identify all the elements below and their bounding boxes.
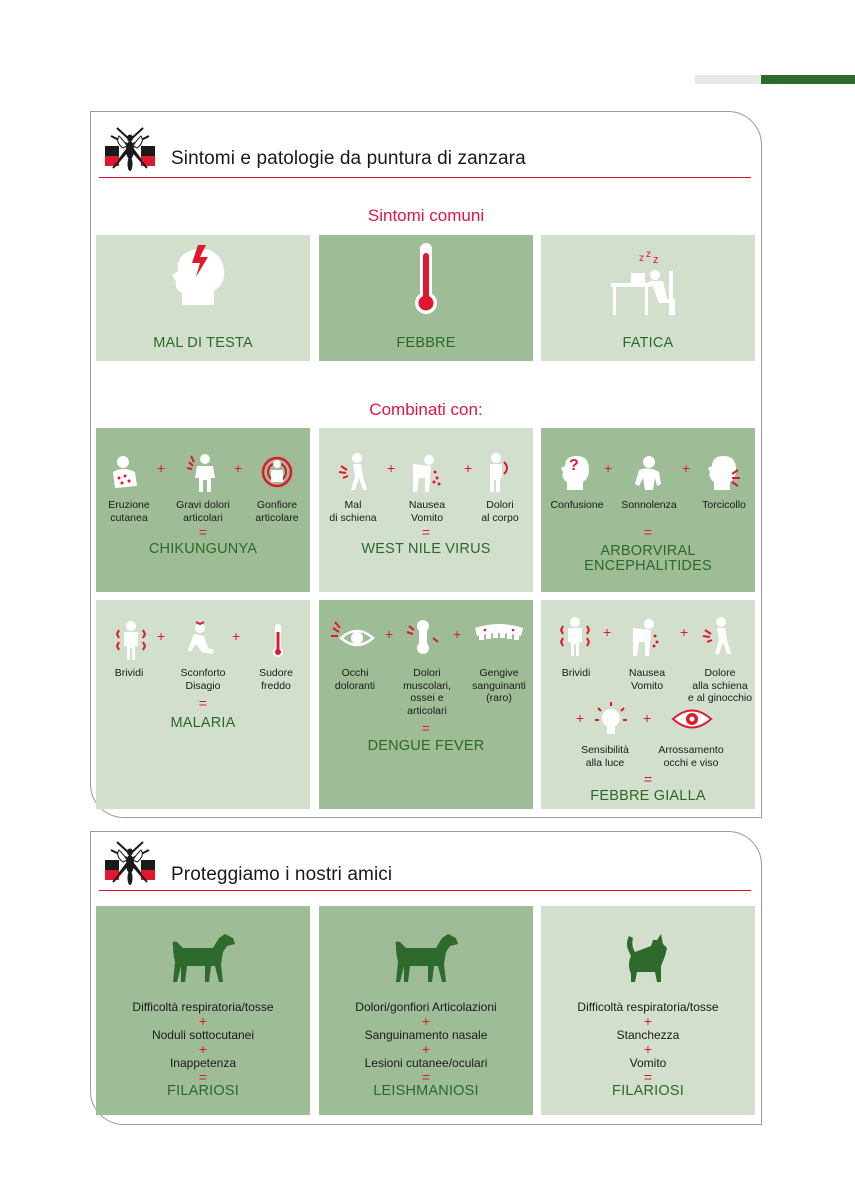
light-sensitivity-icon <box>593 700 629 740</box>
bleeding-gums-icon <box>473 618 525 658</box>
common-label-fatigue: FATICA <box>622 335 674 351</box>
equals-sign: = <box>643 771 653 787</box>
cat-icon <box>621 930 675 984</box>
top-accent-dark <box>761 75 855 84</box>
sore-eyes-icon <box>331 618 377 658</box>
symptom-label: Arrossamento occhi e viso <box>658 744 724 769</box>
dog-icon <box>169 930 237 984</box>
plus-sign: + <box>603 624 612 640</box>
pets-header <box>99 840 751 891</box>
equals-sign: = <box>421 524 431 540</box>
bone-pain-icon <box>405 618 441 658</box>
symptom-label: Brividi <box>561 667 591 679</box>
symptom-label: Nausea Vomito <box>628 667 666 692</box>
symptom-label: Sudore freddo <box>259 667 293 692</box>
pet-symptom: Difficoltà respiratoria/tosse <box>132 1000 274 1014</box>
pet-disease-filariosi: FILARIOSI <box>167 1083 239 1099</box>
nausea-icon <box>409 452 445 492</box>
symptom-label: Dolori muscolari, ossei e articolari <box>403 667 451 717</box>
symptom-label: Mal di schiena <box>329 499 377 524</box>
pets-panel <box>90 831 762 1125</box>
pet-symptom: Stanchezza <box>616 1028 680 1042</box>
combo-card-yellow-fever <box>541 600 755 809</box>
symptoms-title: Sintomi e patologie da puntura di zanzara <box>171 148 526 169</box>
disease-west-nile: WEST NILE VIRUS <box>361 541 491 557</box>
symptom-label: Eruzione cutanea <box>108 499 150 524</box>
plus-sign: + <box>680 624 689 640</box>
fatigue-icon <box>609 247 687 317</box>
combined-title: Combinati con: <box>369 400 483 419</box>
plus-sign: + <box>387 460 396 476</box>
red-eye-icon <box>669 704 715 734</box>
plus-sign: + <box>604 460 613 476</box>
plus-sign: + <box>157 628 166 644</box>
mosquito-logo-icon <box>105 840 155 886</box>
pet-symptom: Inappetenza <box>169 1056 237 1070</box>
plus-sign: + <box>453 626 462 642</box>
chills-icon <box>557 616 593 656</box>
svg-text:z: z <box>639 253 644 264</box>
plus-sign: + <box>234 460 243 476</box>
stiff-neck-icon <box>706 452 742 492</box>
cold-sweat-icon <box>260 620 296 660</box>
combo-card-malaria <box>96 600 310 809</box>
combo-card-dengue <box>319 600 533 809</box>
back-pain-icon <box>337 452 373 492</box>
svg-text:z: z <box>646 249 651 260</box>
symptoms-header <box>99 126 751 178</box>
nausea-icon <box>629 616 665 656</box>
common-label-fever: FEBBRE <box>396 335 456 351</box>
common-card-fatigue <box>541 235 755 361</box>
combo-card-chikungunya <box>96 428 310 592</box>
pets-title: Proteggiamo i nostri amici <box>171 864 393 885</box>
common-label-headache: MAL DI TESTA <box>153 335 253 351</box>
sleepiness-icon <box>631 452 667 492</box>
common-symptoms-title: Sintomi comuni <box>367 206 485 225</box>
top-accent-bar <box>695 75 855 84</box>
body-pain-icon <box>480 452 516 492</box>
back-knee-pain-icon <box>701 616 737 656</box>
symptom-label: Dolore alla schiena e al ginocchio <box>687 667 753 704</box>
equals-sign: = <box>198 524 208 540</box>
plus-sign: + <box>157 460 166 476</box>
headache-icon <box>168 243 238 315</box>
plus-sign: + <box>421 1041 431 1057</box>
confusion-icon <box>559 452 595 492</box>
svg-text:z: z <box>653 254 659 266</box>
combo-card-west-nile <box>319 428 533 592</box>
equals-sign: = <box>643 524 653 540</box>
plus-sign: + <box>198 1013 208 1029</box>
equals-sign: = <box>198 1069 208 1085</box>
plus-sign: + <box>682 460 691 476</box>
plus-sign: + <box>464 460 473 476</box>
pet-symptom: Noduli sottocutanei <box>151 1028 255 1042</box>
top-accent-light <box>695 75 761 84</box>
symptom-label: Gravi dolori articolari <box>176 499 230 524</box>
svg-text:?: ? <box>569 457 579 474</box>
pet-card-leishmaniosi <box>319 906 533 1115</box>
symptom-label: Dolori al corpo <box>481 499 519 524</box>
pet-card-filariosi-cat <box>541 906 755 1115</box>
pet-symptom: Vomito <box>629 1056 667 1070</box>
pet-symptom: Lesioni cutanee/oculari <box>364 1056 488 1070</box>
mosquito-logo-icon <box>105 126 155 172</box>
equals-sign: = <box>421 720 431 736</box>
combo-card-arboviral <box>541 428 755 592</box>
symptom-label: Confusione <box>550 499 604 511</box>
symptom-label: Occhi doloranti <box>334 667 376 692</box>
joint-pain-icon <box>185 452 221 492</box>
symptom-label: Sonnolenza <box>621 499 677 511</box>
plus-sign: + <box>576 710 585 726</box>
plus-sign: + <box>643 710 652 726</box>
symptom-label: Nausea Vomito <box>408 499 446 524</box>
plus-sign: + <box>198 1041 208 1057</box>
equals-sign: = <box>643 1069 653 1085</box>
dog-icon <box>392 930 460 984</box>
symptom-label: Brividi <box>114 667 144 679</box>
thermometer-icon <box>411 241 441 317</box>
pet-symptom: Sanguinamento nasale <box>364 1028 488 1042</box>
pet-disease-leishmaniosi: LEISHMANIOSI <box>373 1083 479 1099</box>
plus-sign: + <box>643 1041 653 1057</box>
discomfort-icon <box>184 620 220 660</box>
skin-rash-icon <box>107 452 143 492</box>
disease-yellow-fever: FEBBRE GIALLA <box>590 788 706 804</box>
symptoms-panel <box>90 111 762 818</box>
pet-symptom: Difficoltà respiratoria/tosse <box>577 1000 719 1014</box>
pet-card-filariosi-dog <box>96 906 310 1115</box>
symptom-label: Gengive sanguinanti (raro) <box>472 667 526 704</box>
plus-sign: + <box>421 1013 431 1029</box>
chills-icon <box>113 620 149 660</box>
common-card-fever <box>319 235 533 361</box>
symptom-label: Sensibilità alla luce <box>581 744 629 769</box>
disease-chikungunya: CHIKUNGUNYA <box>148 541 258 557</box>
equals-sign: = <box>421 1069 431 1085</box>
disease-dengue: DENGUE FEVER <box>367 738 485 754</box>
plus-sign: + <box>643 1013 653 1029</box>
plus-sign: + <box>385 626 394 642</box>
symptom-label: Torcicollo <box>702 499 746 511</box>
pet-disease-filariosi-cat: FILARIOSI <box>612 1083 684 1099</box>
symptom-label: Gonfiore articolare <box>255 499 299 524</box>
disease-arboviral: ARBORVIRAL ENCEPHALITIDES <box>584 543 712 574</box>
common-card-headache <box>96 235 310 361</box>
equals-sign: = <box>198 695 208 711</box>
joint-swelling-icon <box>259 452 295 492</box>
disease-malaria: MALARIA <box>170 715 236 731</box>
pet-symptom: Dolori/gonfiori Articolazioni <box>355 1000 497 1014</box>
plus-sign: + <box>232 628 241 644</box>
symptom-label: Sconforto Disagio <box>180 667 226 692</box>
